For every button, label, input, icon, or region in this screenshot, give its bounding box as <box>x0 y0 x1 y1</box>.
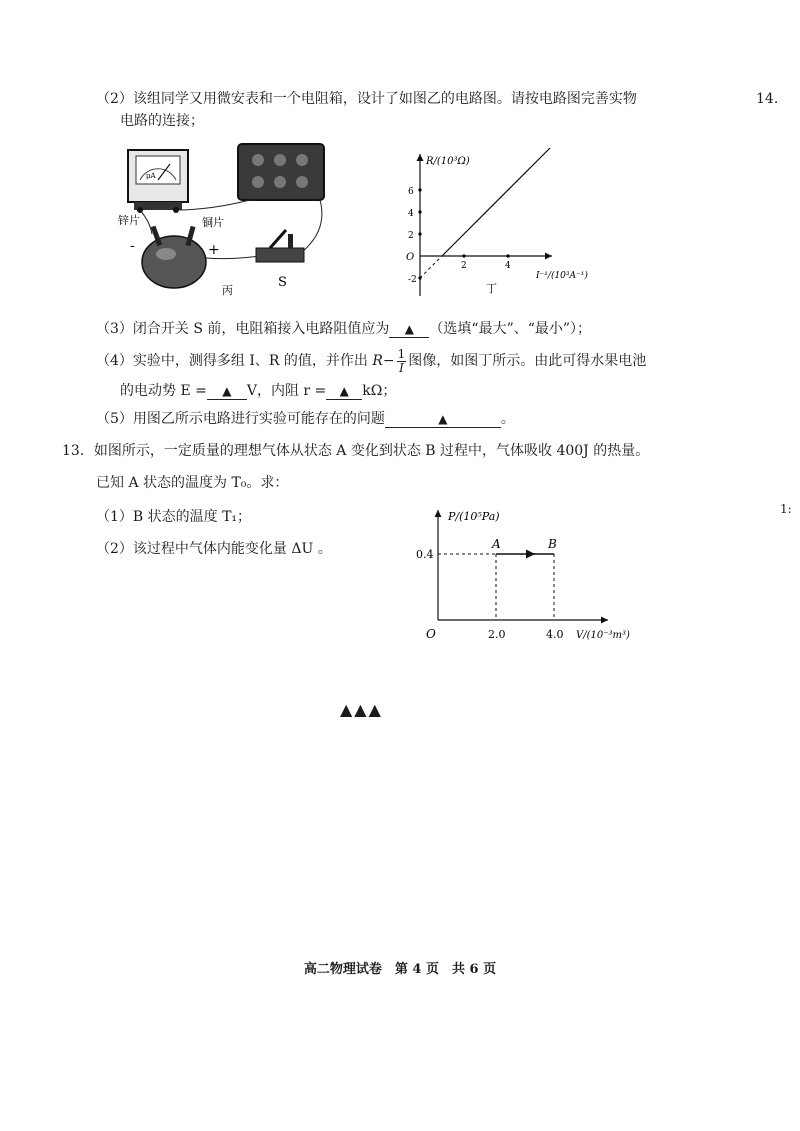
ding-ytick-label: 2 <box>408 231 414 241</box>
q12-part5: （5）用图乙所示电路进行实验可能存在的问题 ▲ 。 <box>96 411 515 427</box>
ding-xtick-mark <box>462 254 465 257</box>
q13-line1: 13．如图所示，一定质量的理想气体从状态 A 变化到状态 B 过程中，气体吸收 400J 的热量。 <box>62 443 650 459</box>
ding-extrapolated-line <box>420 256 442 278</box>
margin-fragment: 1: <box>780 502 792 516</box>
page-footer: 高二物理试卷 第 4 页 共 6 页 <box>303 962 497 977</box>
ding-xtick-mark <box>506 254 509 257</box>
end-marks: ▲▲▲ <box>340 700 383 719</box>
label-minus: - <box>130 238 135 254</box>
ding-ytick-mark <box>418 232 421 235</box>
ding-ytick-mark <box>418 276 421 279</box>
pv-point-b: B <box>548 537 557 551</box>
q12-part3-answer-blank[interactable]: ▲ <box>389 320 429 338</box>
q12-part2-line2: 电路的连接； <box>120 113 204 129</box>
problem-answer-blank[interactable]: ▲ <box>385 410 501 428</box>
ding-ytick-label: 6 <box>408 187 414 197</box>
ding-ytick-mark <box>418 210 421 213</box>
fig-ding-caption: 丁 <box>486 282 497 295</box>
pv-point-a: A <box>492 537 501 551</box>
ding-ytick-mark <box>418 188 421 191</box>
emf-answer-blank[interactable]: ▲ <box>207 382 247 400</box>
meter-face-label: μA <box>146 172 156 180</box>
ding-xtick-label: 2 <box>461 261 467 271</box>
pv-xtick-2: 4.0 <box>546 628 564 641</box>
margin-question-number: 14. <box>756 91 779 107</box>
q12-part3: （3）闭合开关 S 前，电阻箱接入电路阻值应为 ▲ （选填“最大”、“最小”）； <box>96 321 592 337</box>
q13-sub1: （1）B 状态的温度 T₁； <box>96 509 252 525</box>
label-zinc: 锌片 <box>118 214 140 227</box>
pv-xlabel: V/(10⁻³m³) <box>576 630 630 641</box>
pv-chart <box>408 504 658 646</box>
pv-origin: O <box>426 627 436 641</box>
label-copper: 铜片 <box>202 216 224 229</box>
ding-xlabel: I⁻¹/(10³A⁻¹) <box>536 271 588 281</box>
pv-xtick-1: 2.0 <box>488 628 506 641</box>
fig-bing-circuit <box>110 140 360 300</box>
ding-ytick-label: -2 <box>408 275 417 285</box>
label-plus: + <box>208 242 220 258</box>
internal-resistance-answer-blank[interactable]: ▲ <box>326 382 362 400</box>
q13-line2: 已知 A 状态的温度为 T₀。求： <box>96 475 289 491</box>
q12-part2-line1: （2）该组同学又用微安表和一个电阻箱，设计了如图乙的电路图。请按电路图完善实物 <box>96 91 637 107</box>
resistance-box <box>238 144 324 200</box>
ding-xtick-label: 4 <box>505 261 511 271</box>
microammeter <box>128 150 188 213</box>
q12-part4b: 的电动势 E = ▲ V，内阻 r = ▲ kΩ； <box>120 383 397 399</box>
ding-ytick-label: 4 <box>408 209 414 219</box>
fig-ding-graph <box>380 148 610 298</box>
fraction-one-over-i: $\frac{1}{I}$ <box>397 346 406 375</box>
fig-bing-caption: 丙 <box>222 284 233 297</box>
q12-part4: （4）实验中，测得多组 I、R 的值，并作出 R− $\frac{1}{I}$ 图像，如图丁所示。由此可得水果电池 <box>96 346 647 375</box>
label-switch: S <box>278 275 287 290</box>
pv-ylabel: P/(10⁵Pa) <box>448 510 500 523</box>
pv-ytick: 0.4 <box>416 548 434 561</box>
ding-ylabel: R/(10³Ω) <box>426 156 470 167</box>
switch-s <box>256 230 304 262</box>
ding-origin: O <box>406 252 415 263</box>
fruit-battery <box>142 226 206 288</box>
q13-sub2: （2）该过程中气体内能变化量 ΔU 。 <box>96 541 332 557</box>
